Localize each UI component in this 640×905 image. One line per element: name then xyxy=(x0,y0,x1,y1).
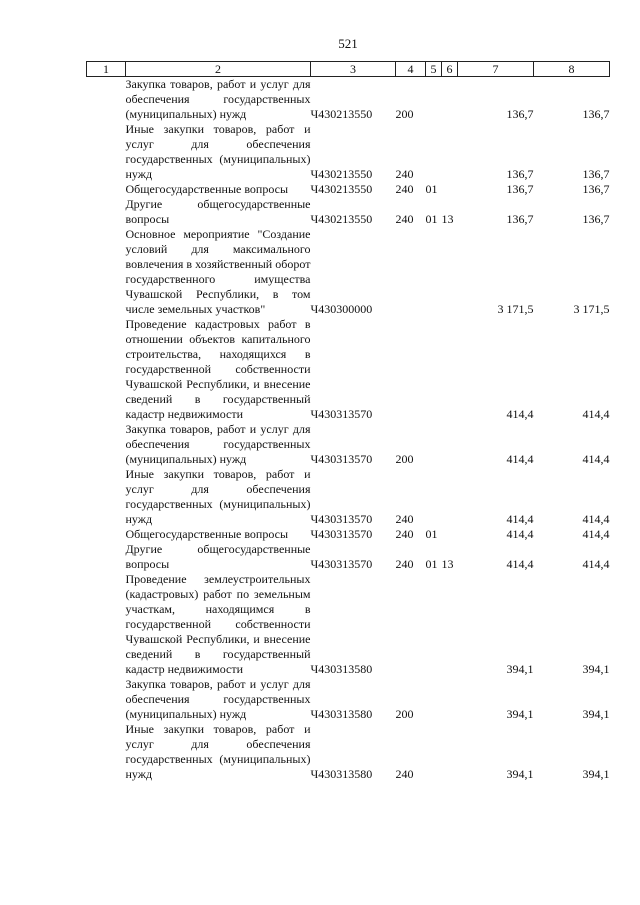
subsection-cell xyxy=(442,422,458,467)
amount-year2-cell: 394,1 xyxy=(582,767,610,781)
section-cell xyxy=(426,317,442,422)
expenditure-name-cell: Закупка товаров, работ и услуг для обеспечения государственных (муниципальных) нужд xyxy=(125,77,311,121)
expense-type-cell: 240 xyxy=(395,167,414,181)
expenditure-name-cell: Закупка товаров, работ и услуг для обеспечения государственных (муниципальных) нужд xyxy=(125,677,311,721)
section-cell xyxy=(426,122,442,182)
table-row xyxy=(87,317,610,422)
amount-year2-cell: 414,4 xyxy=(582,512,610,526)
amount-year1-cell: 414,4 xyxy=(506,407,534,421)
expenditure-name-cell: Другие общегосударственные вопросы xyxy=(125,197,311,226)
target-article-code-cell: Ч430213550 xyxy=(310,167,373,181)
target-article-code-cell: Ч430313570 xyxy=(310,557,373,571)
expenditure-name-cell: Общегосударственные вопросы xyxy=(125,527,289,541)
amount-year1-cell: 136,7 xyxy=(506,182,534,196)
table-row xyxy=(87,122,610,182)
table-row xyxy=(87,572,610,677)
table-row xyxy=(87,542,610,572)
row-number-cell xyxy=(87,677,126,722)
expense-type-cell xyxy=(396,572,426,677)
column-header-5: 5 xyxy=(426,62,442,77)
expense-type-cell: 200 xyxy=(395,707,414,721)
amount-year1-cell: 394,1 xyxy=(506,707,534,721)
table-row xyxy=(87,77,610,123)
column-header-8: 8 xyxy=(534,62,610,77)
section-cell: 01 xyxy=(425,212,438,226)
target-article-code-cell: Ч430213550 xyxy=(310,107,373,121)
row-number-cell xyxy=(87,542,126,572)
amount-year1-cell: 414,4 xyxy=(506,452,534,466)
section-cell xyxy=(426,467,442,527)
expenditure-name-cell: Проведение землеустроительных (кадастровых) работ по земельным участкам, находящимся в государственной собственности Чувашской Республики, и внесение сведений в государственный кадастр недвижимости xyxy=(125,572,311,676)
amount-year1-cell: 136,7 xyxy=(506,212,534,226)
row-number-cell xyxy=(87,122,126,182)
expense-type-cell: 240 xyxy=(395,212,414,226)
expenditure-name-cell: Иные закупки товаров, работ и услуг для обеспечения государственных (муниципальных) нужд xyxy=(125,722,311,781)
amount-year1-cell: 136,7 xyxy=(506,107,534,121)
expenditure-name-cell: Закупка товаров, работ и услуг для обеспечения государственных (муниципальных) нужд xyxy=(125,422,311,466)
table-row xyxy=(87,467,610,527)
amount-year2-cell: 136,7 xyxy=(582,167,610,181)
section-cell: 01 xyxy=(425,557,438,571)
row-number-cell xyxy=(87,527,126,542)
row-number-cell xyxy=(87,317,126,422)
table-header xyxy=(87,62,610,77)
table-row xyxy=(87,182,610,197)
subsection-cell: 13 xyxy=(441,212,454,226)
row-number-cell xyxy=(87,572,126,677)
amount-year1-cell: 414,4 xyxy=(506,527,534,541)
subsection-cell xyxy=(442,227,458,317)
section-cell xyxy=(426,227,442,317)
amount-year2-cell: 136,7 xyxy=(582,107,610,121)
target-article-code-cell: Ч430313580 xyxy=(310,662,373,676)
amount-year1-cell: 3 171,5 xyxy=(497,302,534,316)
amount-year1-cell: 414,4 xyxy=(506,557,534,571)
expense-type-cell: 200 xyxy=(395,452,414,466)
expenditure-name-cell: Проведение кадастровых работ в отношении объектов капитального строительства, находящихся в государственной собственности Чувашской Республики, и внесение сведений в государственный кадастр недвижимости xyxy=(125,317,311,421)
expense-type-cell xyxy=(396,317,426,422)
column-header-3: 3 xyxy=(311,62,396,77)
table-row xyxy=(87,527,610,542)
expenditure-name-cell: Иные закупки товаров, работ и услуг для обеспечения государственных (муниципальных) нужд xyxy=(125,122,311,181)
table-row xyxy=(87,197,610,227)
expense-type-cell: 200 xyxy=(395,107,414,121)
subsection-cell xyxy=(442,467,458,527)
section-cell: 01 xyxy=(425,527,438,541)
amount-year2-cell: 394,1 xyxy=(582,662,610,676)
expenditure-name-cell: Другие общегосударственные вопросы xyxy=(125,542,311,571)
expense-type-cell: 240 xyxy=(395,182,414,196)
section-cell xyxy=(426,572,442,677)
expenditure-name-cell: Общегосударственные вопросы xyxy=(125,182,289,196)
column-header-7: 7 xyxy=(458,62,534,77)
subsection-cell xyxy=(442,677,458,722)
page-number: 521 xyxy=(338,36,358,51)
subsection-cell xyxy=(442,722,458,782)
table-row xyxy=(87,677,610,722)
expenditure-name-cell: Основное мероприятие "Создание условий для максимального вовлечения в хозяйственный оборот государственного имущества Чувашской Республики, в том числе земельных участков" xyxy=(125,227,311,316)
expenditure-name-cell: Иные закупки товаров, работ и услуг для обеспечения государственных (муниципальных) нужд xyxy=(125,467,311,526)
column-header-6: 6 xyxy=(442,62,458,77)
subsection-cell xyxy=(442,317,458,422)
expense-type-cell: 240 xyxy=(395,557,414,571)
column-header-2: 2 xyxy=(126,62,311,77)
amount-year2-cell: 394,1 xyxy=(582,707,610,721)
target-article-code-cell: Ч430313580 xyxy=(310,767,373,781)
table-row xyxy=(87,227,610,317)
row-number-cell xyxy=(87,182,126,197)
subsection-cell xyxy=(442,122,458,182)
expense-type-cell: 240 xyxy=(395,767,414,781)
amount-year1-cell: 136,7 xyxy=(506,167,534,181)
amount-year2-cell: 3 171,5 xyxy=(573,302,610,316)
target-article-code-cell: Ч430313570 xyxy=(310,527,373,541)
table-body xyxy=(87,77,610,783)
amount-year2-cell: 136,7 xyxy=(582,182,610,196)
amount-year2-cell: 136,7 xyxy=(582,212,610,226)
section-cell: 01 xyxy=(425,182,438,196)
row-number-cell xyxy=(87,197,126,227)
expense-type-cell xyxy=(396,227,426,317)
section-cell xyxy=(426,677,442,722)
target-article-code-cell: Ч430213550 xyxy=(310,182,373,196)
amount-year1-cell: 394,1 xyxy=(506,662,534,676)
amount-year2-cell: 414,4 xyxy=(582,527,610,541)
subsection-cell xyxy=(442,182,458,197)
table-row xyxy=(87,422,610,467)
expense-type-cell: 240 xyxy=(395,527,414,541)
amount-year1-cell: 394,1 xyxy=(506,767,534,781)
target-article-code-cell: Ч430313580 xyxy=(310,707,373,721)
expense-type-cell: 240 xyxy=(395,512,414,526)
budget-table xyxy=(86,61,610,782)
subsection-cell xyxy=(442,572,458,677)
table-row xyxy=(87,722,610,782)
amount-year2-cell: 414,4 xyxy=(582,452,610,466)
amount-year2-cell: 414,4 xyxy=(582,557,610,571)
section-cell xyxy=(426,722,442,782)
subsection-cell xyxy=(442,77,458,123)
row-number-cell xyxy=(87,722,126,782)
column-header-1: 1 xyxy=(87,62,126,77)
row-number-cell xyxy=(87,467,126,527)
subsection-cell xyxy=(442,527,458,542)
target-article-code-cell: Ч430313570 xyxy=(310,452,373,466)
section-cell xyxy=(426,77,442,123)
column-header-4: 4 xyxy=(396,62,426,77)
target-article-code-cell: Ч430313570 xyxy=(310,512,373,526)
section-cell xyxy=(426,422,442,467)
target-article-code-cell: Ч430213550 xyxy=(310,212,373,226)
amount-year1-cell: 414,4 xyxy=(506,512,534,526)
row-number-cell xyxy=(87,77,126,123)
target-article-code-cell: Ч430300000 xyxy=(310,302,373,316)
subsection-cell: 13 xyxy=(441,557,454,571)
target-article-code-cell: Ч430313570 xyxy=(310,407,373,421)
row-number-cell xyxy=(87,422,126,467)
row-number-cell xyxy=(87,227,126,317)
amount-year2-cell: 414,4 xyxy=(582,407,610,421)
